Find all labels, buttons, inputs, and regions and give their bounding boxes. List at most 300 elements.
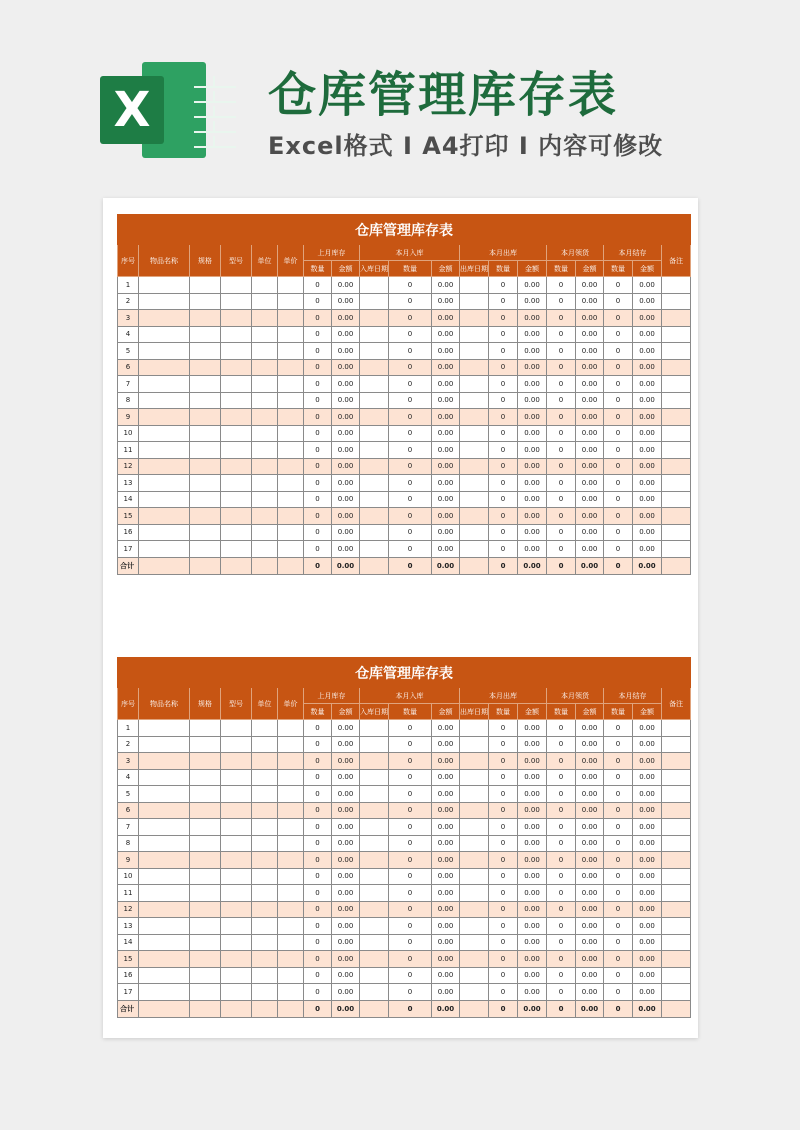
qty-cell[interactable]: 0 bbox=[547, 376, 576, 393]
amount-cell[interactable]: 0.00 bbox=[432, 392, 460, 409]
amount-cell[interactable]: 0.00 bbox=[576, 885, 604, 902]
qty-cell[interactable]: 0 bbox=[389, 967, 432, 984]
amount-cell[interactable]: 0.00 bbox=[633, 359, 662, 376]
qty-cell[interactable]: 0 bbox=[389, 786, 432, 803]
table-cell[interactable] bbox=[190, 277, 221, 294]
table-cell[interactable] bbox=[278, 736, 304, 753]
table-cell[interactable] bbox=[360, 343, 389, 360]
qty-cell[interactable]: 0 bbox=[547, 835, 576, 852]
amount-cell[interactable]: 0.00 bbox=[576, 293, 604, 310]
amount-cell[interactable]: 0.00 bbox=[432, 852, 460, 869]
table-cell[interactable] bbox=[460, 310, 489, 327]
table-cell[interactable] bbox=[221, 852, 252, 869]
amount-cell[interactable]: 0.00 bbox=[518, 409, 547, 426]
table-cell[interactable] bbox=[460, 951, 489, 968]
table-cell[interactable] bbox=[662, 541, 691, 558]
amount-cell[interactable]: 0.00 bbox=[432, 541, 460, 558]
table-cell[interactable] bbox=[278, 343, 304, 360]
amount-cell[interactable]: 0.00 bbox=[432, 409, 460, 426]
table-cell[interactable] bbox=[252, 409, 278, 426]
table-cell[interactable] bbox=[221, 508, 252, 525]
table-cell[interactable] bbox=[252, 901, 278, 918]
qty-cell[interactable]: 0 bbox=[389, 885, 432, 902]
table-cell[interactable] bbox=[221, 293, 252, 310]
table-cell[interactable] bbox=[360, 359, 389, 376]
table-cell[interactable] bbox=[662, 901, 691, 918]
amount-cell[interactable]: 0.00 bbox=[633, 343, 662, 360]
qty-cell[interactable]: 0 bbox=[489, 753, 518, 770]
qty-cell[interactable]: 0 bbox=[547, 425, 576, 442]
table-cell[interactable] bbox=[662, 802, 691, 819]
qty-cell[interactable]: 0 bbox=[547, 984, 576, 1001]
table-cell[interactable] bbox=[460, 736, 489, 753]
amount-cell[interactable]: 0.00 bbox=[332, 392, 360, 409]
qty-cell[interactable]: 0 bbox=[389, 802, 432, 819]
qty-cell[interactable]: 0 bbox=[304, 819, 332, 836]
amount-cell[interactable]: 0.00 bbox=[518, 786, 547, 803]
qty-cell[interactable]: 0 bbox=[547, 819, 576, 836]
table-cell[interactable] bbox=[139, 425, 190, 442]
qty-cell[interactable]: 0 bbox=[489, 376, 518, 393]
table-cell[interactable] bbox=[221, 720, 252, 737]
qty-cell[interactable]: 0 bbox=[389, 852, 432, 869]
amount-cell[interactable]: 0.00 bbox=[332, 475, 360, 492]
qty-cell[interactable]: 0 bbox=[389, 901, 432, 918]
table-cell[interactable] bbox=[360, 753, 389, 770]
table-cell[interactable] bbox=[662, 753, 691, 770]
qty-cell[interactable]: 0 bbox=[489, 852, 518, 869]
amount-cell[interactable]: 0.00 bbox=[576, 326, 604, 343]
table-cell[interactable] bbox=[190, 852, 221, 869]
qty-cell[interactable]: 0 bbox=[389, 868, 432, 885]
table-cell[interactable] bbox=[278, 442, 304, 459]
table-cell[interactable] bbox=[360, 458, 389, 475]
table-cell[interactable] bbox=[252, 753, 278, 770]
table-cell[interactable] bbox=[662, 310, 691, 327]
table-cell[interactable] bbox=[252, 852, 278, 869]
amount-cell[interactable]: 0.00 bbox=[432, 458, 460, 475]
amount-cell[interactable]: 0.00 bbox=[432, 376, 460, 393]
amount-cell[interactable]: 0.00 bbox=[332, 918, 360, 935]
table-cell[interactable] bbox=[278, 392, 304, 409]
amount-cell[interactable]: 0.00 bbox=[332, 802, 360, 819]
table-cell[interactable] bbox=[252, 541, 278, 558]
table-cell[interactable] bbox=[139, 918, 190, 935]
table-cell[interactable] bbox=[662, 934, 691, 951]
qty-cell[interactable]: 0 bbox=[389, 769, 432, 786]
amount-cell[interactable]: 0.00 bbox=[332, 769, 360, 786]
table-cell[interactable] bbox=[139, 277, 190, 294]
amount-cell[interactable]: 0.00 bbox=[576, 359, 604, 376]
table-cell[interactable] bbox=[190, 901, 221, 918]
qty-cell[interactable]: 0 bbox=[389, 343, 432, 360]
table-cell[interactable] bbox=[360, 951, 389, 968]
table-cell[interactable] bbox=[460, 458, 489, 475]
table-cell[interactable] bbox=[221, 951, 252, 968]
qty-cell[interactable]: 0 bbox=[547, 343, 576, 360]
amount-cell[interactable]: 0.00 bbox=[332, 310, 360, 327]
table-cell[interactable] bbox=[252, 392, 278, 409]
amount-cell[interactable]: 0.00 bbox=[432, 326, 460, 343]
amount-cell[interactable]: 0.00 bbox=[332, 753, 360, 770]
table-cell[interactable] bbox=[278, 524, 304, 541]
qty-cell[interactable]: 0 bbox=[389, 934, 432, 951]
qty-cell[interactable]: 0 bbox=[604, 541, 633, 558]
qty-cell[interactable]: 0 bbox=[304, 967, 332, 984]
qty-cell[interactable]: 0 bbox=[604, 409, 633, 426]
table-cell[interactable] bbox=[460, 984, 489, 1001]
table-cell[interactable] bbox=[221, 736, 252, 753]
amount-cell[interactable]: 0.00 bbox=[332, 967, 360, 984]
amount-cell[interactable]: 0.00 bbox=[332, 376, 360, 393]
table-cell[interactable] bbox=[662, 524, 691, 541]
qty-cell[interactable]: 0 bbox=[547, 786, 576, 803]
table-cell[interactable] bbox=[190, 720, 221, 737]
table-cell[interactable] bbox=[278, 425, 304, 442]
qty-cell[interactable]: 0 bbox=[304, 343, 332, 360]
qty-cell[interactable]: 0 bbox=[389, 951, 432, 968]
table-cell[interactable] bbox=[139, 852, 190, 869]
qty-cell[interactable]: 0 bbox=[604, 753, 633, 770]
amount-cell[interactable]: 0.00 bbox=[518, 392, 547, 409]
table-cell[interactable] bbox=[139, 541, 190, 558]
qty-cell[interactable]: 0 bbox=[489, 802, 518, 819]
table-cell[interactable] bbox=[360, 852, 389, 869]
qty-cell[interactable]: 0 bbox=[604, 720, 633, 737]
qty-cell[interactable]: 0 bbox=[604, 425, 633, 442]
amount-cell[interactable]: 0.00 bbox=[518, 885, 547, 902]
table-cell[interactable] bbox=[278, 326, 304, 343]
qty-cell[interactable]: 0 bbox=[547, 769, 576, 786]
table-cell[interactable] bbox=[190, 786, 221, 803]
table-cell[interactable] bbox=[360, 901, 389, 918]
qty-cell[interactable]: 0 bbox=[489, 769, 518, 786]
qty-cell[interactable]: 0 bbox=[489, 508, 518, 525]
qty-cell[interactable]: 0 bbox=[604, 392, 633, 409]
amount-cell[interactable]: 0.00 bbox=[332, 885, 360, 902]
amount-cell[interactable]: 0.00 bbox=[633, 425, 662, 442]
qty-cell[interactable]: 0 bbox=[489, 819, 518, 836]
table-cell[interactable] bbox=[139, 984, 190, 1001]
qty-cell[interactable]: 0 bbox=[604, 819, 633, 836]
qty-cell[interactable]: 0 bbox=[304, 392, 332, 409]
table-cell[interactable] bbox=[221, 967, 252, 984]
table-cell[interactable] bbox=[252, 984, 278, 1001]
table-cell[interactable] bbox=[278, 835, 304, 852]
qty-cell[interactable]: 0 bbox=[604, 376, 633, 393]
qty-cell[interactable]: 0 bbox=[604, 918, 633, 935]
table-cell[interactable] bbox=[460, 359, 489, 376]
table-cell[interactable] bbox=[190, 359, 221, 376]
amount-cell[interactable]: 0.00 bbox=[518, 359, 547, 376]
qty-cell[interactable]: 0 bbox=[547, 491, 576, 508]
qty-cell[interactable]: 0 bbox=[489, 524, 518, 541]
table-cell[interactable] bbox=[460, 835, 489, 852]
table-cell[interactable] bbox=[252, 819, 278, 836]
table-cell[interactable] bbox=[278, 753, 304, 770]
qty-cell[interactable]: 0 bbox=[547, 293, 576, 310]
amount-cell[interactable]: 0.00 bbox=[633, 491, 662, 508]
table-cell[interactable] bbox=[221, 918, 252, 935]
table-cell[interactable] bbox=[190, 326, 221, 343]
table-cell[interactable] bbox=[278, 984, 304, 1001]
table-cell[interactable] bbox=[252, 293, 278, 310]
qty-cell[interactable]: 0 bbox=[489, 293, 518, 310]
table-cell[interactable] bbox=[221, 541, 252, 558]
amount-cell[interactable]: 0.00 bbox=[518, 310, 547, 327]
amount-cell[interactable]: 0.00 bbox=[332, 541, 360, 558]
qty-cell[interactable]: 0 bbox=[389, 392, 432, 409]
table-cell[interactable] bbox=[139, 409, 190, 426]
qty-cell[interactable]: 0 bbox=[489, 984, 518, 1001]
table-cell[interactable] bbox=[662, 458, 691, 475]
qty-cell[interactable]: 0 bbox=[489, 951, 518, 968]
qty-cell[interactable]: 0 bbox=[304, 786, 332, 803]
amount-cell[interactable]: 0.00 bbox=[432, 984, 460, 1001]
amount-cell[interactable]: 0.00 bbox=[432, 918, 460, 935]
qty-cell[interactable]: 0 bbox=[489, 786, 518, 803]
amount-cell[interactable]: 0.00 bbox=[332, 852, 360, 869]
qty-cell[interactable]: 0 bbox=[604, 967, 633, 984]
table-cell[interactable] bbox=[252, 491, 278, 508]
amount-cell[interactable]: 0.00 bbox=[633, 868, 662, 885]
table-cell[interactable] bbox=[278, 901, 304, 918]
amount-cell[interactable]: 0.00 bbox=[576, 753, 604, 770]
amount-cell[interactable]: 0.00 bbox=[633, 786, 662, 803]
amount-cell[interactable]: 0.00 bbox=[432, 819, 460, 836]
table-cell[interactable] bbox=[460, 508, 489, 525]
table-cell[interactable] bbox=[139, 819, 190, 836]
qty-cell[interactable]: 0 bbox=[489, 720, 518, 737]
table-cell[interactable] bbox=[278, 359, 304, 376]
qty-cell[interactable]: 0 bbox=[547, 753, 576, 770]
qty-cell[interactable]: 0 bbox=[389, 442, 432, 459]
amount-cell[interactable]: 0.00 bbox=[633, 508, 662, 525]
qty-cell[interactable]: 0 bbox=[389, 720, 432, 737]
amount-cell[interactable]: 0.00 bbox=[576, 541, 604, 558]
amount-cell[interactable]: 0.00 bbox=[518, 984, 547, 1001]
table-cell[interactable] bbox=[460, 802, 489, 819]
amount-cell[interactable]: 0.00 bbox=[332, 442, 360, 459]
amount-cell[interactable]: 0.00 bbox=[576, 786, 604, 803]
qty-cell[interactable]: 0 bbox=[389, 819, 432, 836]
amount-cell[interactable]: 0.00 bbox=[332, 409, 360, 426]
qty-cell[interactable]: 0 bbox=[304, 984, 332, 1001]
table-cell[interactable] bbox=[278, 885, 304, 902]
qty-cell[interactable]: 0 bbox=[604, 277, 633, 294]
table-cell[interactable] bbox=[221, 802, 252, 819]
table-cell[interactable] bbox=[139, 508, 190, 525]
table-cell[interactable] bbox=[139, 835, 190, 852]
qty-cell[interactable]: 0 bbox=[389, 409, 432, 426]
table-cell[interactable] bbox=[278, 819, 304, 836]
qty-cell[interactable]: 0 bbox=[547, 475, 576, 492]
table-cell[interactable] bbox=[221, 753, 252, 770]
table-cell[interactable] bbox=[278, 769, 304, 786]
qty-cell[interactable]: 0 bbox=[604, 835, 633, 852]
amount-cell[interactable]: 0.00 bbox=[432, 868, 460, 885]
qty-cell[interactable]: 0 bbox=[389, 918, 432, 935]
qty-cell[interactable]: 0 bbox=[489, 458, 518, 475]
qty-cell[interactable]: 0 bbox=[389, 491, 432, 508]
qty-cell[interactable]: 0 bbox=[389, 541, 432, 558]
table-cell[interactable] bbox=[460, 475, 489, 492]
table-cell[interactable] bbox=[252, 376, 278, 393]
qty-cell[interactable]: 0 bbox=[304, 326, 332, 343]
amount-cell[interactable]: 0.00 bbox=[633, 753, 662, 770]
qty-cell[interactable]: 0 bbox=[489, 901, 518, 918]
table-cell[interactable] bbox=[278, 508, 304, 525]
table-cell[interactable] bbox=[460, 541, 489, 558]
table-cell[interactable] bbox=[252, 720, 278, 737]
amount-cell[interactable]: 0.00 bbox=[576, 802, 604, 819]
amount-cell[interactable]: 0.00 bbox=[633, 918, 662, 935]
qty-cell[interactable]: 0 bbox=[304, 425, 332, 442]
qty-cell[interactable]: 0 bbox=[304, 376, 332, 393]
qty-cell[interactable]: 0 bbox=[489, 326, 518, 343]
qty-cell[interactable]: 0 bbox=[547, 392, 576, 409]
qty-cell[interactable]: 0 bbox=[604, 984, 633, 1001]
qty-cell[interactable]: 0 bbox=[304, 541, 332, 558]
amount-cell[interactable]: 0.00 bbox=[432, 753, 460, 770]
amount-cell[interactable]: 0.00 bbox=[332, 293, 360, 310]
amount-cell[interactable]: 0.00 bbox=[332, 934, 360, 951]
amount-cell[interactable]: 0.00 bbox=[576, 376, 604, 393]
qty-cell[interactable]: 0 bbox=[547, 442, 576, 459]
amount-cell[interactable]: 0.00 bbox=[518, 934, 547, 951]
qty-cell[interactable]: 0 bbox=[604, 852, 633, 869]
table-cell[interactable] bbox=[360, 409, 389, 426]
table-cell[interactable] bbox=[139, 524, 190, 541]
amount-cell[interactable]: 0.00 bbox=[633, 720, 662, 737]
qty-cell[interactable]: 0 bbox=[547, 359, 576, 376]
amount-cell[interactable]: 0.00 bbox=[432, 885, 460, 902]
qty-cell[interactable]: 0 bbox=[304, 802, 332, 819]
qty-cell[interactable]: 0 bbox=[547, 277, 576, 294]
table-cell[interactable] bbox=[278, 852, 304, 869]
table-cell[interactable] bbox=[278, 720, 304, 737]
table-cell[interactable] bbox=[139, 293, 190, 310]
amount-cell[interactable]: 0.00 bbox=[518, 376, 547, 393]
table-cell[interactable] bbox=[662, 769, 691, 786]
table-cell[interactable] bbox=[252, 425, 278, 442]
table-cell[interactable] bbox=[190, 934, 221, 951]
qty-cell[interactable]: 0 bbox=[547, 409, 576, 426]
table-cell[interactable] bbox=[662, 951, 691, 968]
table-cell[interactable] bbox=[278, 310, 304, 327]
amount-cell[interactable]: 0.00 bbox=[518, 835, 547, 852]
qty-cell[interactable]: 0 bbox=[389, 508, 432, 525]
qty-cell[interactable]: 0 bbox=[304, 409, 332, 426]
table-cell[interactable] bbox=[190, 984, 221, 1001]
table-cell[interactable] bbox=[360, 524, 389, 541]
qty-cell[interactable]: 0 bbox=[304, 359, 332, 376]
table-cell[interactable] bbox=[221, 786, 252, 803]
amount-cell[interactable]: 0.00 bbox=[576, 458, 604, 475]
table-cell[interactable] bbox=[190, 310, 221, 327]
amount-cell[interactable]: 0.00 bbox=[633, 458, 662, 475]
table-cell[interactable] bbox=[460, 918, 489, 935]
qty-cell[interactable]: 0 bbox=[389, 326, 432, 343]
amount-cell[interactable]: 0.00 bbox=[332, 868, 360, 885]
qty-cell[interactable]: 0 bbox=[304, 868, 332, 885]
qty-cell[interactable]: 0 bbox=[604, 475, 633, 492]
table-cell[interactable] bbox=[278, 293, 304, 310]
table-cell[interactable] bbox=[252, 835, 278, 852]
table-cell[interactable] bbox=[278, 409, 304, 426]
table-cell[interactable] bbox=[278, 802, 304, 819]
table-cell[interactable] bbox=[139, 491, 190, 508]
table-cell[interactable] bbox=[190, 524, 221, 541]
qty-cell[interactable]: 0 bbox=[489, 392, 518, 409]
amount-cell[interactable]: 0.00 bbox=[576, 392, 604, 409]
amount-cell[interactable]: 0.00 bbox=[518, 475, 547, 492]
table-cell[interactable] bbox=[190, 491, 221, 508]
table-cell[interactable] bbox=[662, 392, 691, 409]
table-cell[interactable] bbox=[460, 868, 489, 885]
table-cell[interactable] bbox=[460, 934, 489, 951]
table-cell[interactable] bbox=[662, 425, 691, 442]
amount-cell[interactable]: 0.00 bbox=[432, 425, 460, 442]
table-cell[interactable] bbox=[662, 277, 691, 294]
table-cell[interactable] bbox=[139, 753, 190, 770]
table-cell[interactable] bbox=[190, 753, 221, 770]
qty-cell[interactable]: 0 bbox=[547, 934, 576, 951]
qty-cell[interactable]: 0 bbox=[547, 736, 576, 753]
table-cell[interactable] bbox=[190, 442, 221, 459]
table-cell[interactable] bbox=[221, 343, 252, 360]
qty-cell[interactable]: 0 bbox=[604, 951, 633, 968]
amount-cell[interactable]: 0.00 bbox=[332, 343, 360, 360]
table-cell[interactable] bbox=[662, 852, 691, 869]
qty-cell[interactable]: 0 bbox=[604, 786, 633, 803]
table-cell[interactable] bbox=[221, 326, 252, 343]
amount-cell[interactable]: 0.00 bbox=[332, 819, 360, 836]
table-cell[interactable] bbox=[221, 442, 252, 459]
amount-cell[interactable]: 0.00 bbox=[432, 508, 460, 525]
qty-cell[interactable]: 0 bbox=[304, 885, 332, 902]
qty-cell[interactable]: 0 bbox=[489, 541, 518, 558]
amount-cell[interactable]: 0.00 bbox=[633, 442, 662, 459]
amount-cell[interactable]: 0.00 bbox=[332, 326, 360, 343]
amount-cell[interactable]: 0.00 bbox=[432, 310, 460, 327]
table-cell[interactable] bbox=[460, 786, 489, 803]
table-cell[interactable] bbox=[360, 769, 389, 786]
table-cell[interactable] bbox=[360, 425, 389, 442]
qty-cell[interactable]: 0 bbox=[604, 293, 633, 310]
table-cell[interactable] bbox=[460, 293, 489, 310]
table-cell[interactable] bbox=[360, 277, 389, 294]
qty-cell[interactable]: 0 bbox=[389, 425, 432, 442]
amount-cell[interactable]: 0.00 bbox=[332, 359, 360, 376]
amount-cell[interactable]: 0.00 bbox=[432, 769, 460, 786]
qty-cell[interactable]: 0 bbox=[304, 310, 332, 327]
qty-cell[interactable]: 0 bbox=[389, 359, 432, 376]
amount-cell[interactable]: 0.00 bbox=[633, 802, 662, 819]
qty-cell[interactable]: 0 bbox=[547, 802, 576, 819]
qty-cell[interactable]: 0 bbox=[604, 901, 633, 918]
table-cell[interactable] bbox=[278, 967, 304, 984]
table-cell[interactable] bbox=[278, 458, 304, 475]
table-cell[interactable] bbox=[139, 343, 190, 360]
amount-cell[interactable]: 0.00 bbox=[518, 524, 547, 541]
table-cell[interactable] bbox=[278, 491, 304, 508]
table-cell[interactable] bbox=[139, 786, 190, 803]
qty-cell[interactable]: 0 bbox=[604, 934, 633, 951]
amount-cell[interactable]: 0.00 bbox=[518, 541, 547, 558]
amount-cell[interactable]: 0.00 bbox=[518, 491, 547, 508]
table-cell[interactable] bbox=[139, 442, 190, 459]
